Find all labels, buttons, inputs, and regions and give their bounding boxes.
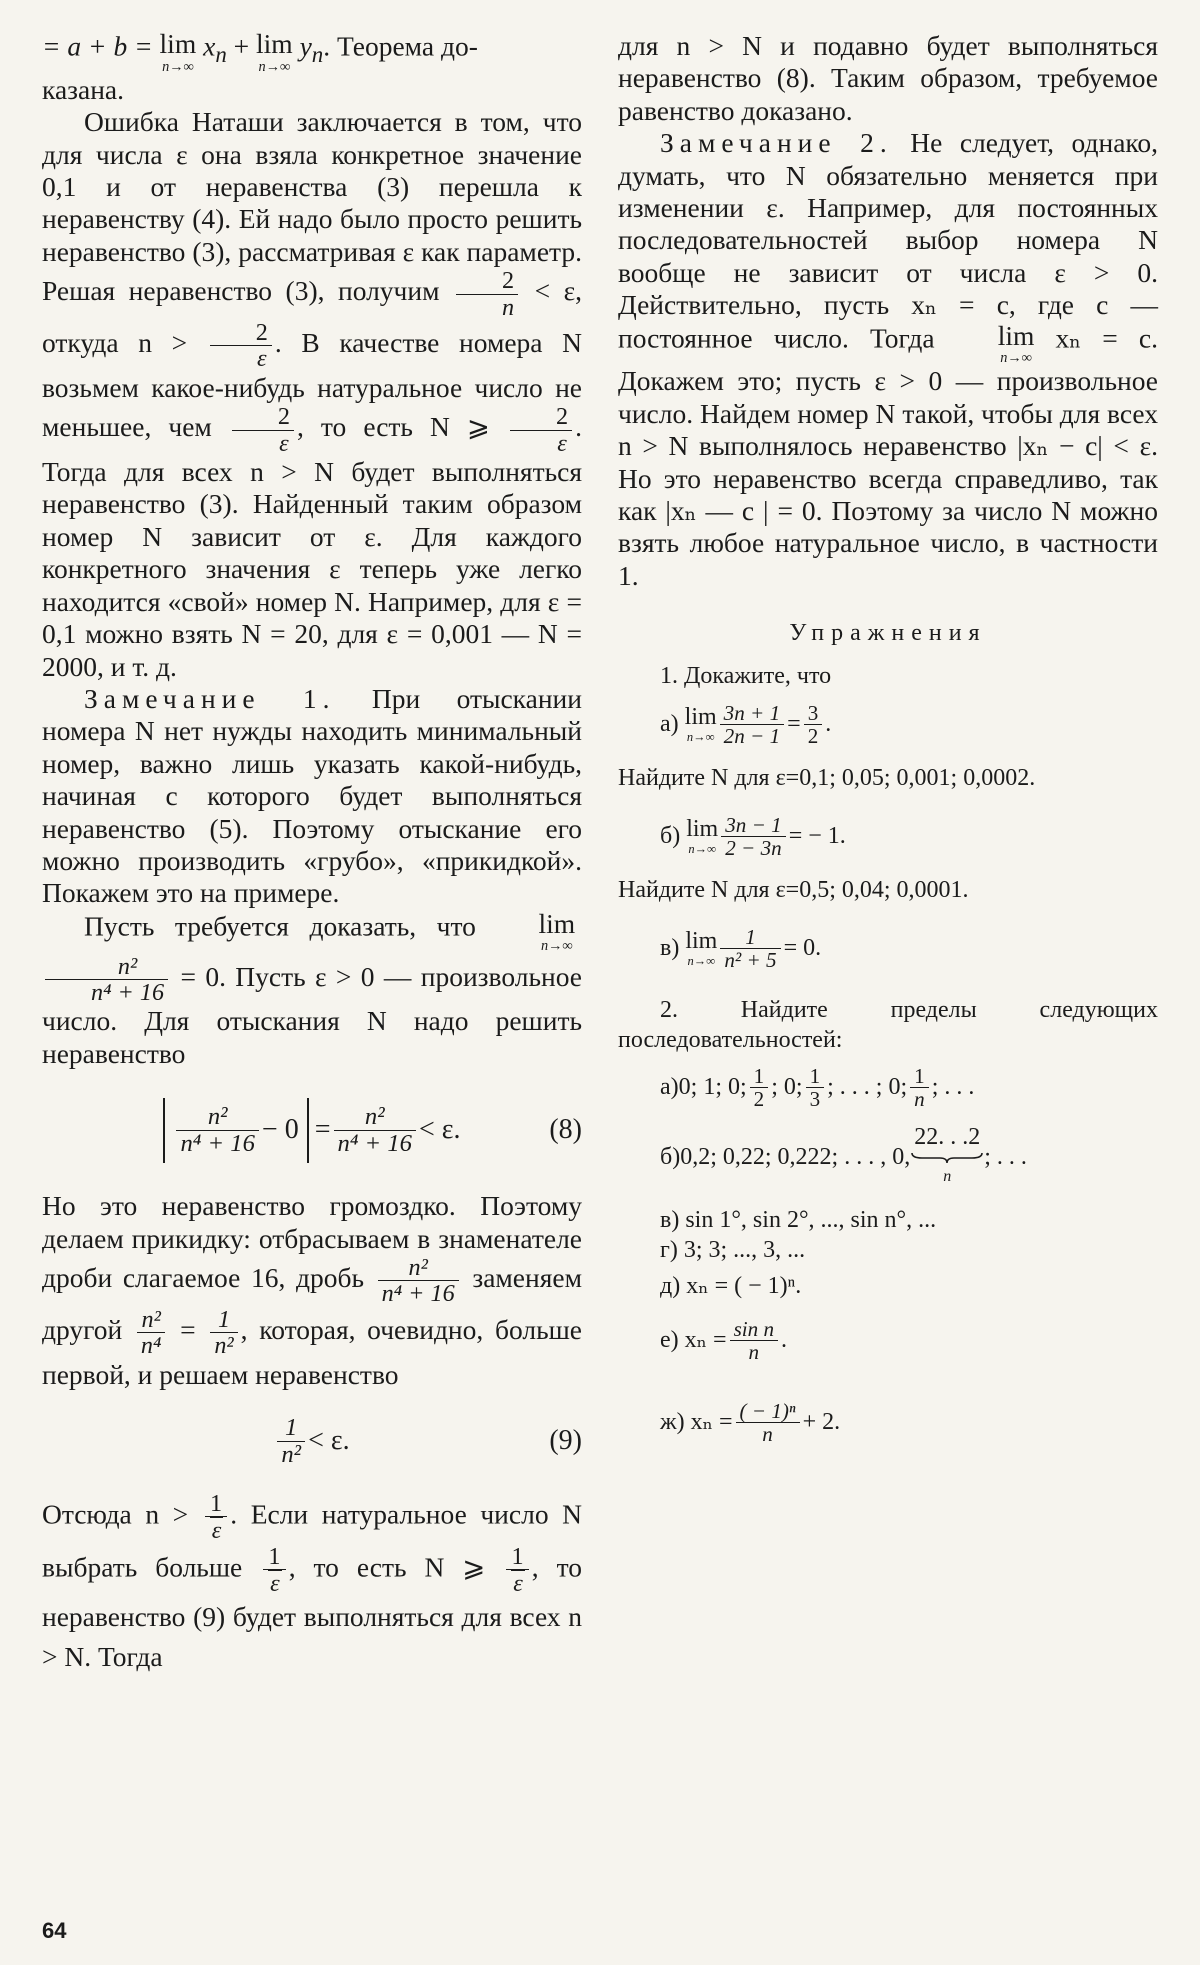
- remark-2: Замечание 2. Не следует, однако, думать, что N обязательно меняется при изменении ε. Например, для постоянных последовательностей выбор номера N вообще не зависит от числа ε > 0. Действительно, пусть xₙ = c, где c — постоянное число. Тогда lim n→∞ xₙ = c. Докажем это; пусть ε > 0 — произвольное число. Найдем номер N такой, чтобы для всех n > N выполнялось неравенство |xₙ − c| < ε. Но это неравенство всегда справедливо, так как |xₙ — c | = 0. Поэтому за число N можно взять любое натуральное число, в частности 1.: [618, 127, 1158, 591]
- fraction: $\frac{\text{( − 1)ⁿ}}{n}$: [736, 1400, 800, 1445]
- theorem-conclusion: = a + b = lim n→∞ $x_n + \lim$ n→∞ $y_n$. Теорема до- казана.: [42, 28, 478, 105]
- fraction: $\frac{3}{2}$: [804, 702, 823, 747]
- equation-number: (9): [549, 1425, 582, 1457]
- exercise-2b: б) 0,2; 0,22; 0,222; . . . , 0, 22. . .2 n ; . . .: [660, 1119, 1158, 1195]
- fraction: $\frac{\text{n²}}{\text{n⁴ + 16}}$: [378, 1255, 459, 1307]
- fraction: $\frac{1}{\varepsilon}$: [205, 1491, 228, 1544]
- fraction: $\frac{\text{n²}}{\text{n⁴ + 16}}$: [334, 1104, 416, 1157]
- fraction: $\frac{1}{2}$: [750, 1065, 769, 1110]
- paragraph-estimate: Но это неравенство громоздко. Поэтому делаем прикидку: отбрасываем в знаменателе дроби слагаемое 16, дробь $\frac{\text{n²}}{\text{n⁴ + 16}}$ заменяем другой $\frac{\text{n²}}{\text{n⁴}}$ = $\frac{1}{\text{n²}}$ , которая, очевидно, больше первой, и решаем неравенство: [42, 1190, 582, 1390]
- exercise-2g: г) 3; 3; ..., 3, ...: [660, 1237, 806, 1264]
- equation-9: $\frac{1}{\text{n²}}$ < ε. (9): [42, 1391, 582, 1491]
- exercise-1a-task: Найдите N для ε=0,1; 0,05; 0,001; 0,0002.: [618, 765, 1036, 792]
- equation-8: $\frac{\text{n²}}{\text{n⁴ + 16}}$ − 0 = $\frac{\text{n²}}{\text{n⁴ + 16}}$ < ε. (8): [42, 1070, 582, 1190]
- limit-operator: lim n→∞: [997, 319, 1035, 367]
- equation-number: (8): [549, 1114, 582, 1146]
- exercise-2e: е) xₙ = $\frac{\text{sin n}}{n}$ .: [660, 1316, 788, 1364]
- limit-operator: lim n→∞: [684, 704, 717, 745]
- fraction: $\frac{\text{n²}}{\text{n⁴ + 16}}$: [176, 1104, 258, 1157]
- limit-operator: lim n→∞: [159, 28, 197, 75]
- remark-2-label: Замечание 2.: [660, 127, 893, 159]
- limit-operator: lim n→∞: [256, 28, 293, 75]
- paragraph-proof-end: для n > N и подавно будет выполняться неравенство (8). Таким образом, требуемое равенство доказано.: [618, 30, 1158, 126]
- right-column: [618, 30, 1158, 1465]
- limit-operator: lim n→∞: [685, 928, 718, 969]
- fraction: $\frac{3n - 1}{2 - 3n}$: [721, 814, 785, 859]
- exercise-1a: а) lim n→∞ $\frac{3n + 1}{2n - 1}$ = $\frac{3}{2}$ .: [660, 700, 832, 748]
- fraction: $\frac{\text{n²}}{\text{n⁴}}$: [137, 1307, 166, 1359]
- fraction: $\frac{2}{\varepsilon}$: [510, 404, 572, 456]
- exercise-1c: в) lim n→∞ $\frac{1}{\text{n² + 5}}$ = 0.: [660, 924, 822, 972]
- fraction: $\frac{2}{\varepsilon}$: [232, 404, 294, 456]
- limit-operator: lim n→∞: [538, 907, 576, 955]
- paragraph-example: Пусть требуется доказать, что lim n→∞ $\frac{\text{n²}}{\text{n⁴ + 16}}$ = 0. Пусть ε > 0 — произвольное число. Для отыскания N надо решить неравенство: [42, 907, 582, 1069]
- exercise-1b-task: Найдите N для ε=0,5; 0,04; 0,0001.: [618, 877, 969, 904]
- paragraph-conclusion: Отсюда n > $\frac{1}{\varepsilon}$ . Если натуральное число N выбрать больше $\frac{1}{\varepsilon}$ , то есть N ⩾ $\frac{1}{\varepsilon}$ , то неравенство (9) будет выполняться для всех n > N. Тогда: [42, 1490, 583, 1672]
- exercise-2v: в) sin 1°, sin 2°, ..., sin n°, ...: [660, 1207, 937, 1234]
- exercise-1-heading: 1. Докажите, что: [660, 663, 832, 690]
- square-root: ε: [270, 1570, 280, 1598]
- fraction: $\frac{2}{n}$: [456, 268, 518, 320]
- fraction: $\frac{\text{sin n}}{n}$: [730, 1318, 778, 1363]
- left-column: [42, 30, 582, 1677]
- page-number: 64: [42, 1918, 67, 1943]
- square-root: ε: [513, 1570, 523, 1598]
- exercise-2zh: ж) xₙ = $\frac{\text{( − 1)ⁿ}}{n}$ + 2.: [660, 1398, 841, 1446]
- exercises-heading: Упражнения: [789, 620, 987, 647]
- underbrace: 22. . .2 n: [914, 1124, 981, 1186]
- fraction: $\frac{1}{\text{n² + 5}}$: [720, 926, 780, 971]
- exercise-2a: а) 0; 1; 0; $\frac{1}{2}$ ; 0; $\frac{1}{3}$ ; . . . ; 0; $\frac{1}{n}$ ; . . .: [660, 1063, 975, 1111]
- exercise-1b: б) lim n→∞ $\frac{3n - 1}{2 - 3n}$ = − 1.: [660, 812, 846, 860]
- fraction: $\frac{1}{n}$: [910, 1065, 929, 1110]
- fraction: $\frac{1}{\varepsilon}$: [263, 1544, 286, 1597]
- fraction: $\frac{1}{\varepsilon}$: [506, 1544, 529, 1597]
- fraction: $\frac{2}{\varepsilon}$: [210, 320, 272, 372]
- exercise-2-heading: 2. Найдите пределы следующих последовательностей:: [618, 997, 1158, 1054]
- fraction: $\frac{1}{\text{n²}}$: [277, 1415, 305, 1468]
- fraction: $\frac{1}{\text{n²}}$: [210, 1307, 237, 1359]
- square-root: ε: [211, 1517, 222, 1545]
- remark-1-label: Замечание 1.: [84, 682, 336, 714]
- paragraph-natasha-error: Ошибка Наташи заключается в том, что для числа ε она взяла конкретное значение 0,1 и от неравенства (3) перешла к неравенству (4). Ей надо было просто решить неравенство (3), рассматривая ε как параметр. Решая неравенство (3), получим $\frac{2}{n}$ < ε, откуда n > $\frac{2}{\varepsilon}$ . В качестве номера N возьмем какое-нибудь натуральное число не меньшее, чем $\frac{2}{\varepsilon}$ , то есть N ⩾ $\frac{2}{\varepsilon}$ . Тогда для всех n > N будет выполняться неравенство (3). Найденный таким образом номер N зависит от ε. Для каждого конкретного значения ε теперь уже легко находится «свой» номер N. Например, для ε = 0,1 можно взять N = 20, для ε = 0,001 — N = 2000, и т. д.: [42, 106, 583, 682]
- fraction: $\frac{3n + 1}{2n - 1}$: [720, 702, 784, 747]
- limit-operator: lim n→∞: [686, 816, 719, 857]
- fraction: $\frac{1}{3}$: [806, 1065, 825, 1110]
- absolute-value: $\frac{\text{n²}}{\text{n⁴ + 16}}$ − 0: [163, 1098, 308, 1163]
- fraction: $\frac{\text{n²}}{\text{n⁴ + 16}}$: [45, 954, 168, 1006]
- remark-1: Замечание 1. При отыскании номера N нет нужды находить минимальный номер, важно лишь указать какой-нибудь, начиная с которого будет выполняться неравенство (5). Поэтому отыскание его можно производить «грубо», «прикидкой». Покажем это на примере.: [42, 682, 582, 909]
- exercise-2d: д) xₙ = ( − 1)ⁿ.: [660, 1273, 802, 1300]
